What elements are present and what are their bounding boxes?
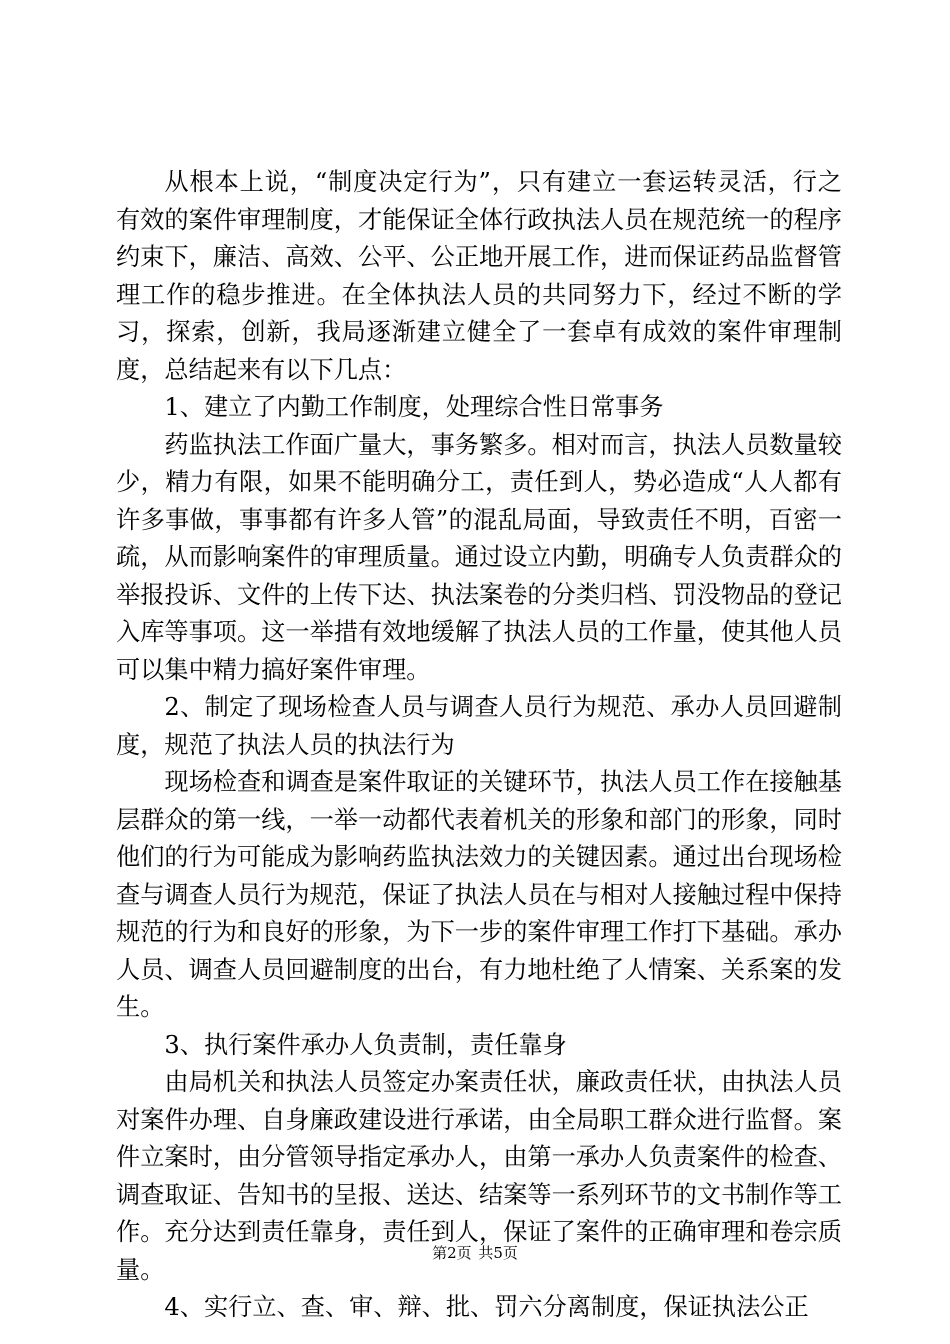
- heading-item-2: 2、制定了现场检查人员与调查人员行为规范、承办人员回避制度，规范了执法人员的执法行为: [116, 693, 842, 759]
- paragraph-item-1: 药监执法工作面广量大，事务繁多。相对而言，执法人员数量较少，精力有限，如果不能明确分工，责任到人，势必造成“人人都有许多事做，事事都有许多人管”的混乱局面，导致责任不明，百密一疏，从而影响案件的审理质量。通过设立内勤，明确专人负责群众的举报投诉、文件的上传下达、执法案卷的分类归档、罚没物品的登记入库等事项。这一举措有效地缓解了执法人员的工作量，使其他人员可以集中精力搞好案件审理。: [116, 430, 842, 684]
- document-body: [116, 164, 842, 1327]
- heading-item-1: 1、建立了内勤工作制度，处理综合性日常事务: [164, 393, 664, 421]
- heading-item-4: 4、实行立、查、审、辩、批、罚六分离制度，保证执法公正: [164, 1293, 809, 1321]
- page-total: 共5页: [478, 1244, 518, 1262]
- page-number: 第2页: [432, 1244, 472, 1262]
- page-footer: [0, 1243, 950, 1263]
- paragraph-intro: 从根本上说，“制度决定行为”，只有建立一套运转灵活，行之有效的案件审理制度，才能保证全体行政执法人员在规范统一的程序约束下，廉洁、高效、公平、公正地开展工作，进而保证药品监督管理工作的稳步推进。在全体执法人员的共同努力下，经过不断的学习，探索，创新，我局逐渐建立健全了一套卓有成效的案件审理制度，总结起来有以下几点：: [116, 168, 842, 384]
- paragraph-item-2: 现场检查和调查是案件取证的关键环节，执法人员工作在接触基层群众的第一线，一举一动都代表着机关的形象和部门的形象，同时他们的行为可能成为影响药监执法效力的关键因素。通过出台现场检查与调查人员行为规范，保证了执法人员在与相对人接触过程中保持规范的行为和良好的形象，为下一步的案件审理工作打下基础。承办人员、调查人员回避制度的出台，有力地杜绝了人情案、关系案的发生。: [116, 768, 842, 1021]
- heading-item-3: 3、执行案件承办人负责制，责任靠身: [164, 1030, 567, 1059]
- paragraph-item-3: 由局机关和执法人员签定办案责任状，廉政责任状，由执法人员对案件办理、自身廉政建设进行承诺，由全局职工群众进行监督。案件立案时，由分管领导指定承办人，由第一承办人负责案件的检查、调查取证、告知书的呈报、送达、结案等一系列环节的文书制作等工作。充分达到责任靠身，责任到人，保证了案件的正确审理和卷宗质量。: [116, 1068, 842, 1284]
